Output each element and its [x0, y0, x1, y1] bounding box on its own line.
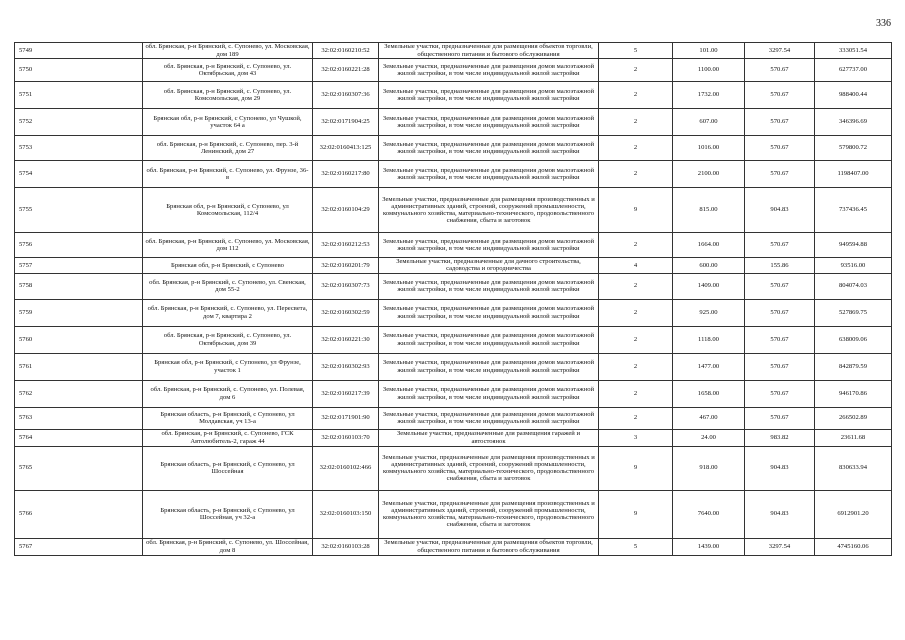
- table-row: [15, 380, 892, 407]
- area-cell: 918.00: [673, 446, 745, 490]
- table-row: [15, 82, 892, 109]
- cadastral-value-cell: 988400.44: [815, 82, 892, 109]
- address-cell: Брянская обл, р-н Брянский, с Супонево, ул Фрунзе, участок 1: [143, 353, 313, 380]
- specific-value-cell: 570.67: [745, 109, 815, 136]
- specific-value-cell: 983.82: [745, 429, 815, 446]
- land-use-cell: Земельные участки, предназначенные для размещения производственных и административных зданий, строений, сооружений промышленности, коммунального хозяйства, материально-технического, продовольственного снабжения, сбыта и заготовок: [379, 490, 599, 538]
- address-cell: Брянская область, р-н Брянский, с Супонево, ул Шоссейная: [143, 446, 313, 490]
- specific-value-cell: 570.67: [745, 161, 815, 188]
- land-use-cell: Земельные участки, предназначенные для размещения домов малоэтажной жилой застройки, в том числе индивидуальной жилой застройки: [379, 326, 599, 353]
- use-group-cell: 9: [599, 446, 673, 490]
- row-number: 5756: [15, 233, 143, 258]
- area-cell: 1100.00: [673, 59, 745, 82]
- specific-value-cell: 570.67: [745, 380, 815, 407]
- use-group-cell: 4: [599, 258, 673, 274]
- specific-value-cell: 570.67: [745, 82, 815, 109]
- area-cell: 7640.00: [673, 490, 745, 538]
- table-row: [15, 326, 892, 353]
- cadastral-number-cell: 32:02:0160217:39: [313, 380, 379, 407]
- table-row: [15, 407, 892, 429]
- cadastral-number-cell: 32:02:0160413:125: [313, 136, 379, 161]
- area-cell: 1409.00: [673, 273, 745, 299]
- row-number: 5750: [15, 59, 143, 82]
- specific-value-cell: 904.83: [745, 490, 815, 538]
- use-group-cell: 2: [599, 380, 673, 407]
- specific-value-cell: 570.67: [745, 326, 815, 353]
- use-group-cell: 2: [599, 161, 673, 188]
- cadastral-number-cell: 32:02:0160104:29: [313, 188, 379, 233]
- use-group-cell: 5: [599, 43, 673, 59]
- use-group-cell: 2: [599, 353, 673, 380]
- row-number: 5762: [15, 380, 143, 407]
- cadastral-number-cell: 32:02:0160221:30: [313, 326, 379, 353]
- land-use-cell: Земельные участки, предназначенные для размещения объектов торговли, общественного питания и бытового обслуживания: [379, 538, 599, 555]
- cadastral-number-cell: 32:02:0160307:73: [313, 273, 379, 299]
- land-use-cell: Земельные участки, предназначенные для размещения домов малоэтажной жилой застройки, в том числе индивидуальной жилой застройки: [379, 299, 599, 326]
- cadastral-number-cell: 32:02:0160212:53: [313, 233, 379, 258]
- area-cell: 467.00: [673, 407, 745, 429]
- address-cell: обл. Брянская, р-н Брянский, с. Супонево, пер. 3-й Ленинский, дом 27: [143, 136, 313, 161]
- area-cell: 1732.00: [673, 82, 745, 109]
- row-number: 5752: [15, 109, 143, 136]
- table-row: [15, 258, 892, 274]
- table-row: [15, 538, 892, 555]
- cadastral-value-cell: 346396.69: [815, 109, 892, 136]
- land-use-cell: Земельные участки, предназначенные для размещения домов малоэтажной жилой застройки, в том числе индивидуальной жилой застройки: [379, 136, 599, 161]
- cadastral-number-cell: 32:02:0160221:28: [313, 59, 379, 82]
- land-use-cell: Земельные участки, предназначенные для размещения производственных и административных зданий, строений, сооружений промышленности, коммунального хозяйства, материально-технического, продовольственного снабжения, сбыта и заготовок: [379, 446, 599, 490]
- cadastral-number-cell: 32:02:0160307:36: [313, 82, 379, 109]
- specific-value-cell: 570.67: [745, 233, 815, 258]
- row-number: 5760: [15, 326, 143, 353]
- specific-value-cell: 904.83: [745, 188, 815, 233]
- land-use-cell: Земельные участки, предназначенные для размещения домов малоэтажной жилой застройки, в том числе индивидуальной жилой застройки: [379, 233, 599, 258]
- table-row: [15, 43, 892, 59]
- land-use-cell: Земельные участки, предназначенные для размещения объектов торговли, общественного питания и бытового обслуживания: [379, 43, 599, 59]
- cadastral-value-cell: 266502.89: [815, 407, 892, 429]
- specific-value-cell: 570.67: [745, 136, 815, 161]
- cadastral-number-cell: 32:02:0160103:70: [313, 429, 379, 446]
- cadastral-number-cell: 32:02:0160103:28: [313, 538, 379, 555]
- row-number: 5757: [15, 258, 143, 274]
- cadastral-number-cell: 32:02:0160102:466: [313, 446, 379, 490]
- area-cell: 607.00: [673, 109, 745, 136]
- table-row: [15, 161, 892, 188]
- table-row: [15, 273, 892, 299]
- cadastral-number-cell: 32:02:0160217:80: [313, 161, 379, 188]
- table-row: [15, 233, 892, 258]
- specific-value-cell: 3297.54: [745, 43, 815, 59]
- address-cell: обл. Брянская, р-н Брянский, с. Супонево, ул. Пересвета, дом 7, квартира 2: [143, 299, 313, 326]
- address-cell: обл. Брянская, р-н Брянский, с. Супонево, ул. Свенская, дом 55-2: [143, 273, 313, 299]
- use-group-cell: 2: [599, 326, 673, 353]
- table-row: [15, 109, 892, 136]
- address-cell: обл. Брянская, р-н Брянский, с. Супонево, ул. Шоссейная, дом 8: [143, 538, 313, 555]
- address-cell: обл. Брянская, р-н Брянский, с. Супонево, ул. Октябрьская, дом 39: [143, 326, 313, 353]
- row-number: 5765: [15, 446, 143, 490]
- land-use-cell: Земельные участки, предназначенные для дачного строительства, садоводства и огородничества: [379, 258, 599, 274]
- address-cell: обл. Брянская, р-н Брянский, с. Супонево, ул. Комсомольская, дом 29: [143, 82, 313, 109]
- area-cell: 24.00: [673, 429, 745, 446]
- row-number: 5761: [15, 353, 143, 380]
- use-group-cell: 5: [599, 538, 673, 555]
- cadastral-number-cell: 32:02:0160210:52: [313, 43, 379, 59]
- row-number: 5759: [15, 299, 143, 326]
- address-cell: обл. Брянская, р-н Брянский, с. Супонево, ул. Октябрьская, дом 43: [143, 59, 313, 82]
- cadastral-value-cell: 627737.00: [815, 59, 892, 82]
- cadastral-number-cell: 32:02:0160201:79: [313, 258, 379, 274]
- cadastral-value-cell: 949594.88: [815, 233, 892, 258]
- row-number: 5753: [15, 136, 143, 161]
- area-cell: 1439.00: [673, 538, 745, 555]
- cadastral-value-cell: 23611.68: [815, 429, 892, 446]
- specific-value-cell: 570.67: [745, 407, 815, 429]
- table-row: [15, 446, 892, 490]
- area-cell: 1118.00: [673, 326, 745, 353]
- cadastral-number-cell: 32:02:0160103:150: [313, 490, 379, 538]
- area-cell: 101.00: [673, 43, 745, 59]
- address-cell: Брянская обл, р-н Брянский, с Супонево: [143, 258, 313, 274]
- cadastral-value-cell: 333051.54: [815, 43, 892, 59]
- specific-value-cell: 155.86: [745, 258, 815, 274]
- table-row: [15, 353, 892, 380]
- land-use-cell: Земельные участки, предназначенные для размещения домов малоэтажной жилой застройки, в том числе индивидуальной жилой застройки: [379, 109, 599, 136]
- area-cell: 1664.00: [673, 233, 745, 258]
- address-cell: Брянская обл, р-н Брянский, с Супонево, ул Комсомольская, 112/4: [143, 188, 313, 233]
- address-cell: Брянская обл, р-н Брянский, с Супонево, ул Чушкой, участок 64 а: [143, 109, 313, 136]
- specific-value-cell: 3297.54: [745, 538, 815, 555]
- land-use-cell: Земельные участки, предназначенные для размещения домов малоэтажной жилой застройки, в том числе индивидуальной жилой застройки: [379, 59, 599, 82]
- cadastral-value-cell: 6912901.20: [815, 490, 892, 538]
- page-number: 336: [876, 18, 891, 29]
- cadastral-value-cell: 1198407.00: [815, 161, 892, 188]
- cadastral-value-cell: 638009.06: [815, 326, 892, 353]
- row-number: 5749: [15, 43, 143, 59]
- specific-value-cell: 570.67: [745, 299, 815, 326]
- row-number: 5758: [15, 273, 143, 299]
- table-row: [15, 59, 892, 82]
- land-use-cell: Земельные участки, предназначенные для размещения домов малоэтажной жилой застройки, в том числе индивидуальной жилой застройки: [379, 353, 599, 380]
- cadastral-number-cell: 32:02:0171904:25: [313, 109, 379, 136]
- area-cell: 1658.00: [673, 380, 745, 407]
- land-use-cell: Земельные участки, предназначенные для размещения домов малоэтажной жилой застройки, в том числе индивидуальной жилой застройки: [379, 161, 599, 188]
- cadastral-value-cell: 527869.75: [815, 299, 892, 326]
- use-group-cell: 9: [599, 490, 673, 538]
- cadastral-value-cell: 830633.94: [815, 446, 892, 490]
- address-cell: обл. Брянская, р-н Брянский, с. Супонево, ул. Фрунзе, 36-в: [143, 161, 313, 188]
- row-number: 5751: [15, 82, 143, 109]
- address-cell: обл. Брянская, р-н Брянский, с. Супонево, ГСК Автолюбитель-2, гараж 44: [143, 429, 313, 446]
- area-cell: 1477.00: [673, 353, 745, 380]
- specific-value-cell: 570.67: [745, 353, 815, 380]
- use-group-cell: 2: [599, 233, 673, 258]
- land-use-cell: Земельные участки, предназначенные для размещения гаражей и автостоянок: [379, 429, 599, 446]
- row-number: 5763: [15, 407, 143, 429]
- cadastral-value-cell: 4745160.06: [815, 538, 892, 555]
- address-cell: обл. Брянская, р-н Брянский, с. Супонево, ул. Московская, дом 112: [143, 233, 313, 258]
- cadastral-value-cell: 579800.72: [815, 136, 892, 161]
- address-cell: обл. Брянская, р-н Брянский, с. Супонево, ул. Московская, дом 189: [143, 43, 313, 59]
- land-use-cell: Земельные участки, предназначенные для размещения домов малоэтажной жилой застройки, в том числе индивидуальной жилой застройки: [379, 82, 599, 109]
- area-cell: 600.00: [673, 258, 745, 274]
- specific-value-cell: 570.67: [745, 273, 815, 299]
- specific-value-cell: 904.83: [745, 446, 815, 490]
- row-number: 5754: [15, 161, 143, 188]
- cadastral-number-cell: 32:02:0160302:59: [313, 299, 379, 326]
- row-number: 5766: [15, 490, 143, 538]
- table-row: [15, 490, 892, 538]
- area-cell: 2100.00: [673, 161, 745, 188]
- cadastral-value-cell: 737436.45: [815, 188, 892, 233]
- table-row: [15, 188, 892, 233]
- use-group-cell: 3: [599, 429, 673, 446]
- use-group-cell: 2: [599, 82, 673, 109]
- use-group-cell: 2: [599, 299, 673, 326]
- area-cell: 1016.00: [673, 136, 745, 161]
- use-group-cell: 2: [599, 273, 673, 299]
- cadastral-value-cell: 842879.59: [815, 353, 892, 380]
- land-use-cell: Земельные участки, предназначенные для размещения домов малоэтажной жилой застройки, в том числе индивидуальной жилой застройки: [379, 407, 599, 429]
- cadastral-number-cell: 32:02:0160302:93: [313, 353, 379, 380]
- cadastral-value-table: [14, 42, 892, 556]
- area-cell: 815.00: [673, 188, 745, 233]
- address-cell: Брянская область, р-н Брянский, с Супонево, ул Шоссейная, уч 32-а: [143, 490, 313, 538]
- table-row: [15, 136, 892, 161]
- area-cell: 925.00: [673, 299, 745, 326]
- row-number: 5767: [15, 538, 143, 555]
- use-group-cell: 2: [599, 109, 673, 136]
- cadastral-number-cell: 32:02:0171901:90: [313, 407, 379, 429]
- table-row: [15, 299, 892, 326]
- land-use-cell: Земельные участки, предназначенные для размещения производственных и административных зданий, строений, сооружений промышленности, коммунального хозяйства, материально-технического, продовольственного снабжения, сбыта и заготовок: [379, 188, 599, 233]
- row-number: 5764: [15, 429, 143, 446]
- cadastral-value-cell: 804074.03: [815, 273, 892, 299]
- use-group-cell: 2: [599, 59, 673, 82]
- address-cell: Брянская область, р-н Брянский, с Супонево, ул Молдавская, уч 13-а: [143, 407, 313, 429]
- cadastral-value-cell: 93516.00: [815, 258, 892, 274]
- address-cell: обл. Брянская, р-н Брянский, с. Супонево, ул. Полевая, дом 6: [143, 380, 313, 407]
- table-row: [15, 429, 892, 446]
- use-group-cell: 2: [599, 136, 673, 161]
- row-number: 5755: [15, 188, 143, 233]
- use-group-cell: 9: [599, 188, 673, 233]
- land-use-cell: Земельные участки, предназначенные для размещения домов малоэтажной жилой застройки, в том числе индивидуальной жилой застройки: [379, 380, 599, 407]
- specific-value-cell: 570.67: [745, 59, 815, 82]
- land-use-cell: Земельные участки, предназначенные для размещения домов малоэтажной жилой застройки, в том числе индивидуальной жилой застройки: [379, 273, 599, 299]
- use-group-cell: 2: [599, 407, 673, 429]
- cadastral-value-cell: 946170.86: [815, 380, 892, 407]
